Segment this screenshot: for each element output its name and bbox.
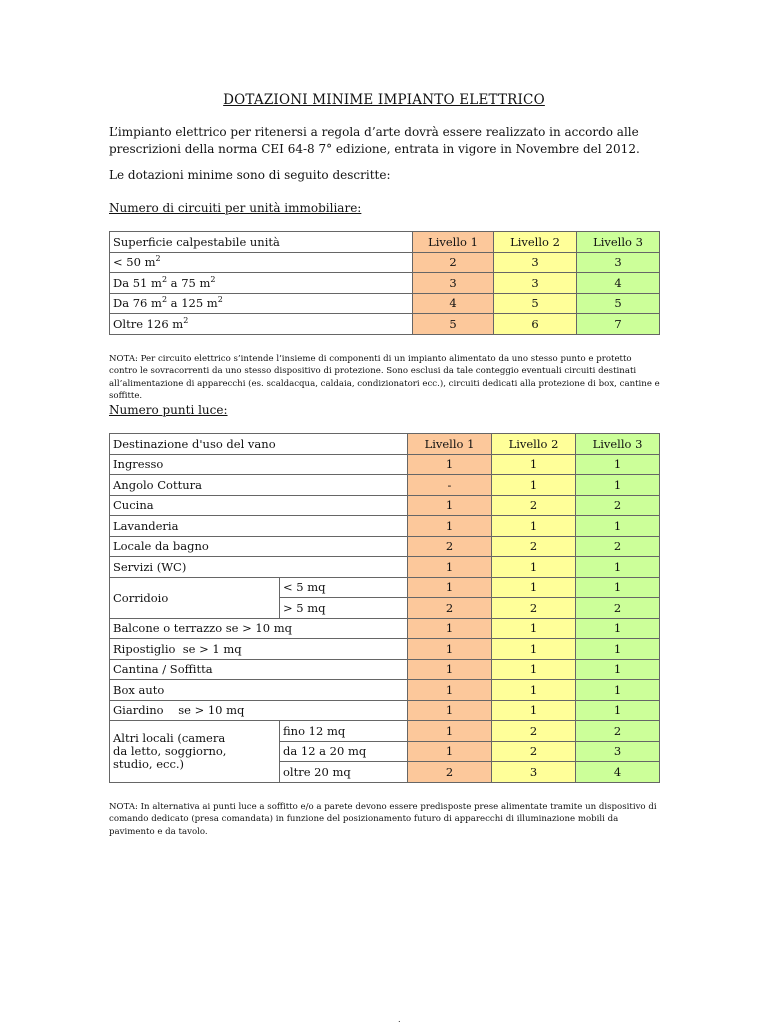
header-livello-1: Livello 1: [413, 232, 494, 253]
cell-livello-3: 3: [576, 741, 660, 762]
table-row: [110, 700, 660, 721]
row-label: Ingresso: [110, 454, 408, 475]
table-row: [110, 252, 660, 273]
cell-livello-2: 1: [492, 618, 576, 639]
table-row: [110, 495, 660, 516]
cell-livello-1: 1: [408, 618, 492, 639]
cell-livello-1: 1: [408, 721, 492, 742]
cell-livello-2: 3: [494, 273, 577, 294]
lights-heading: Numero punti luce:: [109, 403, 228, 417]
cell-livello-3: 2: [576, 536, 660, 557]
table-row: [110, 314, 660, 335]
cell-livello-1: 2: [408, 598, 492, 619]
circuits-header-row: [110, 232, 660, 253]
cell-livello-1: 1: [408, 639, 492, 660]
row-label: Cantina / Soffitta: [110, 659, 408, 680]
cell-livello-2: 1: [492, 557, 576, 578]
table-row: [110, 557, 660, 578]
header-label: Superficie calpestabile unità: [110, 232, 413, 253]
row-label: Angolo Cottura: [110, 475, 408, 496]
cell-livello-2: 1: [492, 639, 576, 660]
cell-livello-2: 1: [492, 454, 576, 475]
row-label: < 50 $m^2$: [110, 252, 413, 273]
row-label-corridoio: Corridoio: [110, 577, 280, 618]
cell-livello-3: 4: [576, 762, 660, 783]
cell-livello-1: 1: [408, 557, 492, 578]
cell-livello-2: 3: [492, 762, 576, 783]
cell-livello-3: 1: [576, 659, 660, 680]
footer-mark: .: [398, 1015, 401, 1024]
cell-livello-1: 1: [408, 680, 492, 701]
circuits-heading: Numero di circuiti per unità immobiliare:: [109, 201, 362, 215]
cell-livello-1: 1: [408, 577, 492, 598]
cell-livello-2: 2: [492, 721, 576, 742]
row-label: Oltre 126 $m^2$: [110, 314, 413, 335]
header-livello-2: Livello 2: [494, 232, 577, 253]
cell-livello-3: 7: [577, 314, 660, 335]
cell-livello-2: 5: [494, 293, 577, 314]
row-label: Servizi (WC): [110, 557, 408, 578]
header-livello-3: Livello 3: [577, 232, 660, 253]
circuits-table: [109, 231, 660, 335]
intro-paragraph: L’impianto elettrico per ritenersi a regola d’arte dovrà essere realizzato in accordo alle prescrizioni della norma CEI 64-8 7° edizione, entrata in vigore in Novembre del 2012.: [109, 125, 640, 156]
cell-livello-2: 2: [492, 598, 576, 619]
cell-livello-3: 1: [576, 680, 660, 701]
table-row: [110, 454, 660, 475]
cell-livello-1: 1: [408, 700, 492, 721]
cell-livello-2: 1: [492, 516, 576, 537]
header-livello-2: Livello 2: [492, 434, 576, 455]
intro-paragraph-2: Le dotazioni minime sono di seguito descritte:: [109, 168, 391, 182]
row-label: Locale da bagno: [110, 536, 408, 557]
header-livello-3: Livello 3: [576, 434, 660, 455]
cell-livello-1: 1: [408, 516, 492, 537]
sub-label: > 5 mq: [280, 598, 408, 619]
cell-livello-1: 2: [408, 762, 492, 783]
cell-livello-3: 1: [576, 557, 660, 578]
lights-note: NOTA: In alternativa ai punti luce a soffitto e/o a parete devono essere predisposte prese alimentate tramite un dispositivo di comando dedicato (presa comandata) in funzione del posizionamento futuro di apparecchi di illuminazione mobili da pavimento e da tavolo.: [109, 802, 657, 837]
cell-livello-1: 3: [413, 273, 494, 294]
cell-livello-3: 1: [576, 639, 660, 660]
sub-label: da 12 a 20 mq: [280, 741, 408, 762]
table-row: [110, 516, 660, 537]
row-label: Box auto: [110, 680, 408, 701]
row-label: Lavanderia: [110, 516, 408, 537]
row-label: Cucina: [110, 495, 408, 516]
cell-livello-3: 2: [576, 495, 660, 516]
row-label: Da 76 $m^2$ a 125 $m^2$: [110, 293, 413, 314]
cell-livello-3: 1: [576, 475, 660, 496]
cell-livello-3: 1: [576, 516, 660, 537]
table-row: [110, 536, 660, 557]
cell-livello-1: 4: [413, 293, 494, 314]
cell-livello-3: 2: [576, 598, 660, 619]
cell-livello-1: 2: [413, 252, 494, 273]
table-row: [110, 577, 660, 598]
table-row: [110, 721, 660, 742]
cell-livello-2: 1: [492, 700, 576, 721]
cell-livello-1: 1: [408, 454, 492, 475]
cell-livello-2: 2: [492, 536, 576, 557]
cell-livello-3: 4: [577, 273, 660, 294]
circuits-note: NOTA: Per circuito elettrico s’intende l’insieme di componenti di un impianto alimentato da uno stesso punto e protetto contro le sovracorrenti da uno stesso dispositivo di protezione. Sono esclusi da tale conteggio eventuali circuiti destinati all’alimentazione di apparecchi (es. scaldacqua, caldaia, condizionatori ecc.), circuiti dedicati alla protezione di box, cantine e soffitte.: [109, 354, 660, 401]
row-label: Da 51 $m^2$ a 75 $m^2$: [110, 273, 413, 294]
cell-livello-3: 3: [577, 252, 660, 273]
table-row: [110, 273, 660, 294]
cell-livello-1: 5: [413, 314, 494, 335]
cell-livello-2: 2: [492, 495, 576, 516]
cell-livello-2: 1: [492, 577, 576, 598]
table-row: [110, 618, 660, 639]
document-title: DOTAZIONI MINIME IMPIANTO ELETTRICO: [223, 92, 545, 108]
cell-livello-3: 1: [576, 454, 660, 475]
header-livello-1: Livello 1: [408, 434, 492, 455]
row-label: Balcone o terrazzo se > 10 mq: [110, 618, 408, 639]
cell-livello-2: 2: [492, 741, 576, 762]
lights-header-row: [110, 434, 660, 455]
cell-livello-1: 1: [408, 659, 492, 680]
sub-label: < 5 mq: [280, 577, 408, 598]
row-label: Giardino se > 10 mq: [110, 700, 408, 721]
sub-label: oltre 20 mq: [280, 762, 408, 783]
cell-livello-1: 1: [408, 495, 492, 516]
cell-livello-2: 3: [494, 252, 577, 273]
cell-livello-1: 1: [408, 741, 492, 762]
cell-livello-3: 5: [577, 293, 660, 314]
row-label: Ripostiglio se > 1 mq: [110, 639, 408, 660]
cell-livello-1: -: [408, 475, 492, 496]
cell-livello-3: 1: [576, 618, 660, 639]
cell-livello-3: 1: [576, 700, 660, 721]
table-row: [110, 680, 660, 701]
cell-livello-2: 1: [492, 659, 576, 680]
cell-livello-2: 1: [492, 680, 576, 701]
table-row: [110, 293, 660, 314]
cell-livello-3: 1: [576, 577, 660, 598]
table-row: [110, 639, 660, 660]
row-label-altri-locali: Altri locali (camera da letto, soggiorno, studio, ecc.): [110, 721, 280, 783]
sub-label: fino 12 mq: [280, 721, 408, 742]
cell-livello-2: 1: [492, 475, 576, 496]
header-label: Destinazione d'uso del vano: [110, 434, 408, 455]
cell-livello-1: 2: [408, 536, 492, 557]
lights-table: [109, 433, 660, 783]
cell-livello-2: 6: [494, 314, 577, 335]
table-row: [110, 659, 660, 680]
table-row: [110, 475, 660, 496]
cell-livello-3: 2: [576, 721, 660, 742]
